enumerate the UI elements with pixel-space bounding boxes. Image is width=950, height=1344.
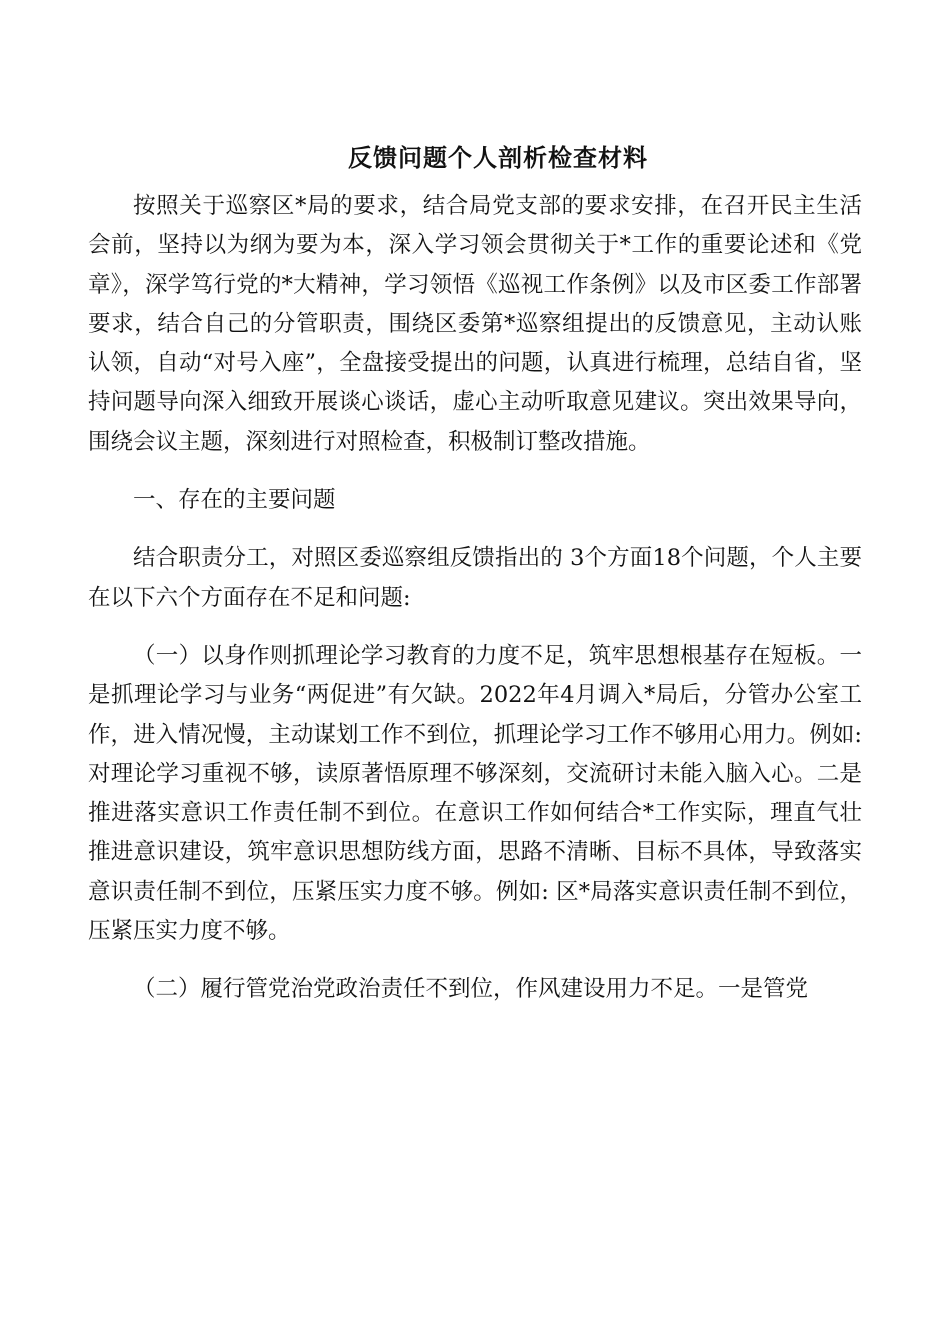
issue-paragraph-1: （一）以身作则抓理论学习教育的力度不足，筑牢思想根基存在短板。一是抓理论学习与业务“两促进”有欠缺。2022年4月调入*局后，分管办公室工作，进入情况慢，主动谋划工作不到位，抓理论学习工作不够用心用力。例如: 对理论学习重视不够，读原著悟原理不够深刻，交流研讨未能入脑入心。二是推进落实意识工作责任制不到位。在意识工作如何结合*工作实际，理直气壮推进意识建设，筑牢意识思想防线方面，思路不清晰、目标不具体，导致落实意识责任制不到位，压紧压实力度不够。例如: 区*局落实意识责任制不到位，压紧压实力度不够。: [88, 642, 862, 945]
summary-paragraph: 结合职责分工，对照区委巡察组反馈指出的 3个方面18个问题，个人主要在以下六个方面存在不足和问题:: [88, 545, 862, 611]
intro-paragraph: 按照关于巡察区*局的要求，结合局党支部的要求安排，在召开民主生活会前，坚持以为纲为要为本，深入学习领会贯彻关于*工作的重要论述和《党章》，深学笃行党的*大精神，学习领悟《巡视工作条例》以及市区委工作部署要求，结合自己的分管职责，围绕区委第*巡察组提出的反馈意见，主动认账认领，自动“对号入座”，全盘接受提出的问题，认真进行梳理，总结自省，坚持问题导向深入细致开展谈心谈话，虚心主动听取意见建议。突出效果导向，围绕会议主题，深刻进行对照检查，积极制订整改措施。: [88, 193, 862, 455]
issue-paragraph-2: （二）履行管党治党政治责任不到位，作风建设用力不足。一是管党: [133, 976, 809, 1003]
document-title: 反馈问题个人剖析检查材料: [348, 144, 648, 172]
document-body: [88, 187, 862, 1010]
section-heading: 一、存在的主要问题: [133, 487, 336, 514]
